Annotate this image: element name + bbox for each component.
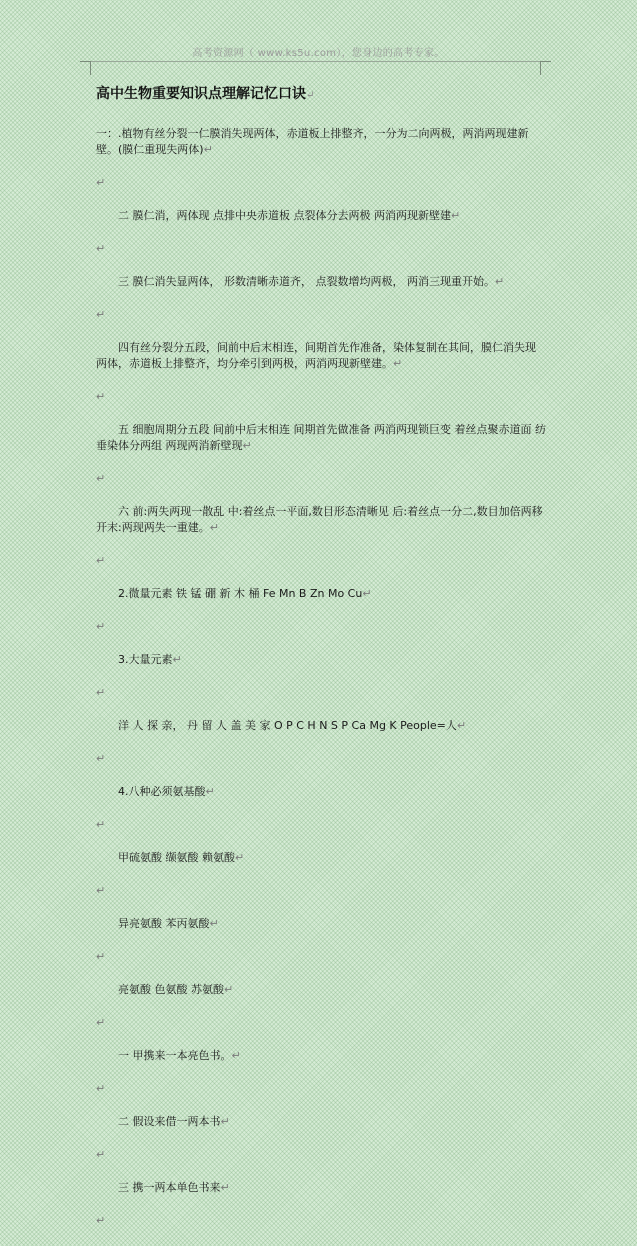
paragraph-text: 洋 人 探 亲， 丹 留 人 盖 美 家 O P C H N S P Ca Mg K People=人: [118, 719, 457, 732]
margin-corner-right: [540, 61, 551, 75]
paragraph-mark: ↵: [96, 1214, 106, 1227]
paragraph-mark: ↵: [306, 90, 315, 101]
empty-paragraph: [96, 817, 546, 833]
paragraph-text: 4.八种必须氨基酸: [118, 785, 206, 798]
paragraph-mark: ↵: [393, 357, 403, 370]
paragraph: [96, 1048, 546, 1064]
paragraph-mark: ↵: [456, 719, 467, 732]
paragraph: [96, 126, 546, 158]
paragraph-text: 一：.植物有丝分裂一仁膜消失现两体，赤道板上排整齐，一分为二向两极，两消两现建新壁。(膜仁重现失两体): [96, 127, 529, 156]
document-body[interactable]: [96, 86, 546, 1246]
empty-paragraph: [96, 307, 546, 323]
paragraph-text: 四有丝分裂分五段，间前中后末相连，间期首先作准备，染体复制在其间，膜仁消失现两体，赤道板上排整齐，均分牵引到两极，两消两现新壁建。: [96, 341, 536, 370]
paragraph: [96, 850, 546, 866]
paragraph-mark: ↵: [96, 620, 106, 633]
paragraph: [96, 586, 546, 602]
paragraph-mark: ↵: [96, 390, 106, 403]
empty-paragraph: [96, 1147, 546, 1163]
paragraph: [96, 1180, 546, 1196]
paragraph-text: 异亮氨酸 苯丙氨酸: [118, 917, 210, 930]
title-text: 高中生物重要知识点理解记忆口诀: [96, 86, 306, 102]
paragraph-mark: ↵: [96, 1148, 106, 1161]
margin-corner-left: [80, 61, 91, 75]
paragraph: [96, 982, 546, 998]
paragraph: [96, 652, 546, 668]
empty-paragraph: [96, 241, 546, 257]
empty-paragraph: [96, 389, 546, 405]
empty-paragraph: [96, 553, 546, 569]
empty-paragraph: [96, 751, 546, 767]
empty-paragraph: [96, 685, 546, 701]
header-rule: [90, 61, 541, 62]
paragraph-mark: ↵: [96, 176, 106, 189]
paragraph-mark: ↵: [220, 1115, 230, 1128]
empty-paragraph: [96, 949, 546, 965]
paragraph-mark: ↵: [96, 554, 106, 567]
paragraph-mark: ↵: [203, 143, 213, 156]
page-header: 高考资源网（ www.ks5u.com），您身边的高考专家。: [192, 48, 445, 59]
empty-paragraph: [96, 619, 546, 635]
paragraph-mark: ↵: [96, 752, 106, 765]
paragraph-text: 二 假设来借一两本书: [118, 1115, 221, 1128]
document-title: [96, 86, 546, 104]
paragraph-mark: ↵: [96, 884, 106, 897]
empty-paragraph: [96, 1015, 546, 1031]
paragraph-mark: ↵: [450, 209, 461, 222]
paragraph-mark: ↵: [96, 242, 106, 255]
paragraph-text: 2.微量元素 铁 锰 硼 新 木 桶 Fe Mn B Zn Mo Cu: [118, 587, 363, 600]
empty-paragraph: [96, 1213, 546, 1229]
paragraph-mark: ↵: [242, 439, 252, 452]
paragraph-mark: ↵: [172, 653, 182, 666]
paragraph-mark: ↵: [220, 1181, 230, 1194]
paragraph: [96, 916, 546, 932]
paragraph: [96, 340, 546, 372]
empty-paragraph: [96, 175, 546, 191]
paragraph: [96, 718, 546, 734]
empty-paragraph: [96, 883, 546, 899]
paragraph-mark: ↵: [209, 521, 219, 534]
empty-paragraph: [96, 471, 546, 487]
paragraph: [96, 274, 546, 290]
paragraph: [96, 504, 546, 536]
empty-paragraph: [96, 1081, 546, 1097]
paragraph-mark: ↵: [96, 1016, 106, 1029]
paragraph: [96, 1114, 546, 1130]
paragraph: [96, 422, 546, 454]
paragraph-text: 三 膜仁消失显两体， 形数清晰赤道齐， 点裂数增均两极， 两消三现重开始。: [118, 275, 495, 288]
paragraph-text: 亮氨酸 色氨酸 苏氨酸: [118, 983, 224, 996]
paragraph-mark: ↵: [96, 950, 106, 963]
paragraph-mark: ↵: [96, 472, 106, 485]
paragraph-mark: ↵: [96, 818, 106, 831]
paragraph-mark: ↵: [205, 785, 215, 798]
paragraph-text: 三 携一两本单色书来: [118, 1181, 221, 1194]
paragraph-mark: ↵: [96, 1082, 106, 1095]
paragraph-mark: ↵: [494, 275, 505, 288]
paragraph-text: 六 前:两失两现一散乱 中:着丝点一平面,数目形态清晰见 后:着丝点一分二,数目加倍两移开末:两现两失一重建。: [96, 505, 543, 534]
paragraph-mark: ↵: [96, 308, 106, 321]
paragraph-mark: ↵: [362, 587, 372, 600]
paragraph-mark: ↵: [224, 983, 234, 996]
paragraph-text: 一 甲携来一本亮色书。: [118, 1049, 232, 1062]
paragraph-text: 二 膜仁消，两体现 点排中央赤道板 点裂体分去两极 两消两现新壁建: [118, 209, 451, 222]
paragraph-mark: ↵: [96, 686, 106, 699]
paragraph-mark: ↵: [209, 917, 219, 930]
paragraph-mark: ↵: [231, 1049, 241, 1062]
paragraph-text: 甲硫氨酸 缬氨酸 赖氨酸: [118, 851, 235, 864]
paragraph-list: [96, 126, 546, 1229]
paragraph-text: 五 细胞周期分五段 间前中后末相连 间期首先做准备 两消两现锁巨变 着丝点聚赤道面 纺垂染体分两组 两现两消新壁现: [96, 423, 546, 452]
paragraph-mark: ↵: [235, 851, 245, 864]
paragraph: [96, 208, 546, 224]
paragraph: [96, 784, 546, 800]
paragraph-text: 3.大量元素: [118, 653, 173, 666]
